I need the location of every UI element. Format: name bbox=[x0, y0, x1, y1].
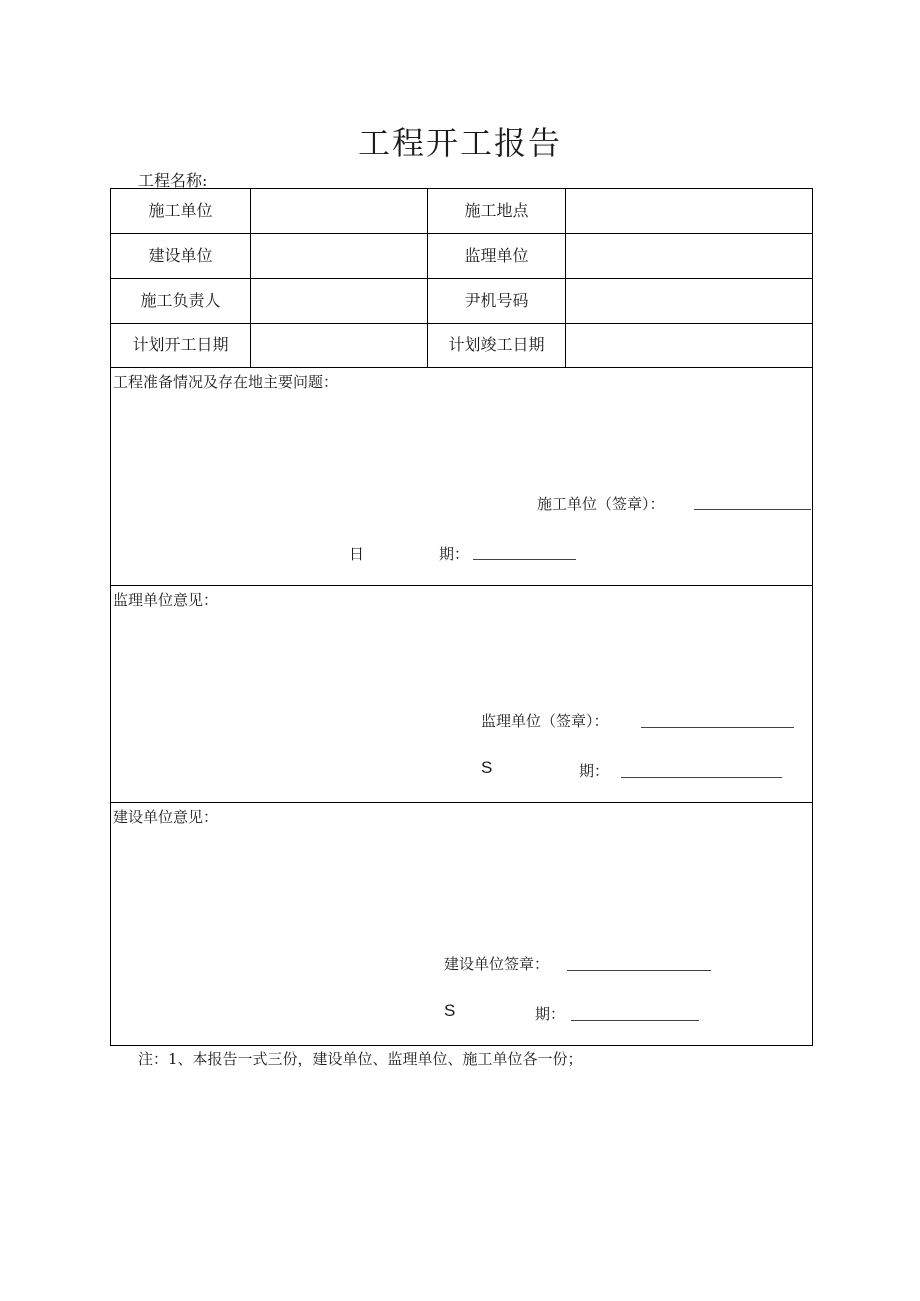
supervisor-date-char: S bbox=[481, 758, 493, 777]
page-title: 工程开工报告 bbox=[357, 124, 562, 162]
footnote: 注：1、本报告一式三份，建设单位、监理单位、施工单位各一份； bbox=[138, 1050, 583, 1068]
label-phone-number: 尹机号码 bbox=[464, 291, 529, 310]
section-divider bbox=[111, 585, 812, 586]
supervisor-date-label: 期： bbox=[579, 762, 610, 780]
construction-site-field[interactable] bbox=[566, 189, 812, 233]
label-construction-site: 施工地点 bbox=[464, 201, 529, 220]
owner-signature-line[interactable] bbox=[567, 970, 711, 971]
owner-date-label: 期： bbox=[535, 1005, 566, 1023]
label-planned-start-date: 计划开工日期 bbox=[132, 335, 229, 354]
owner-opinion-label: 建设单位意见： bbox=[113, 808, 219, 826]
construction-signature-label: 施工单位（签章）： bbox=[537, 495, 665, 513]
label-person-in-charge: 施工负责人 bbox=[140, 291, 221, 310]
owner-unit-field[interactable] bbox=[251, 234, 427, 278]
section-divider bbox=[111, 802, 812, 803]
preparation-date-line[interactable] bbox=[473, 559, 576, 560]
report-form bbox=[110, 188, 813, 1046]
owner-date-char: S bbox=[444, 1001, 456, 1020]
project-name-label: 工程名称: bbox=[138, 171, 208, 190]
label-construction-unit: 施工单位 bbox=[148, 201, 213, 220]
supervisor-signature-line[interactable] bbox=[641, 727, 794, 728]
owner-date-line[interactable] bbox=[571, 1020, 699, 1021]
supervisor-date-line[interactable] bbox=[621, 777, 782, 778]
preparation-section-label: 工程准备情况及存在地主要问题： bbox=[113, 373, 339, 391]
row-divider bbox=[111, 367, 812, 368]
owner-signature-label: 建设单位签章： bbox=[444, 955, 550, 973]
preparation-date-char: 日 bbox=[349, 545, 365, 563]
label-planned-end-date: 计划竣工日期 bbox=[448, 335, 545, 354]
supervision-unit-field[interactable] bbox=[566, 234, 812, 278]
planned-start-date-field[interactable] bbox=[251, 323, 427, 367]
construction-signature-line[interactable] bbox=[694, 509, 811, 510]
label-owner-unit: 建设单位 bbox=[148, 246, 213, 265]
phone-number-field[interactable] bbox=[566, 279, 812, 323]
planned-end-date-field[interactable] bbox=[566, 323, 812, 367]
supervisor-opinion-label: 监理单位意见： bbox=[113, 591, 219, 609]
label-supervision-unit: 监理单位 bbox=[464, 246, 529, 265]
construction-unit-field[interactable] bbox=[251, 189, 427, 233]
supervisor-signature-label: 监理单位（签章）： bbox=[481, 712, 609, 730]
person-in-charge-field[interactable] bbox=[251, 279, 427, 323]
preparation-date-label: 期： bbox=[439, 545, 470, 563]
